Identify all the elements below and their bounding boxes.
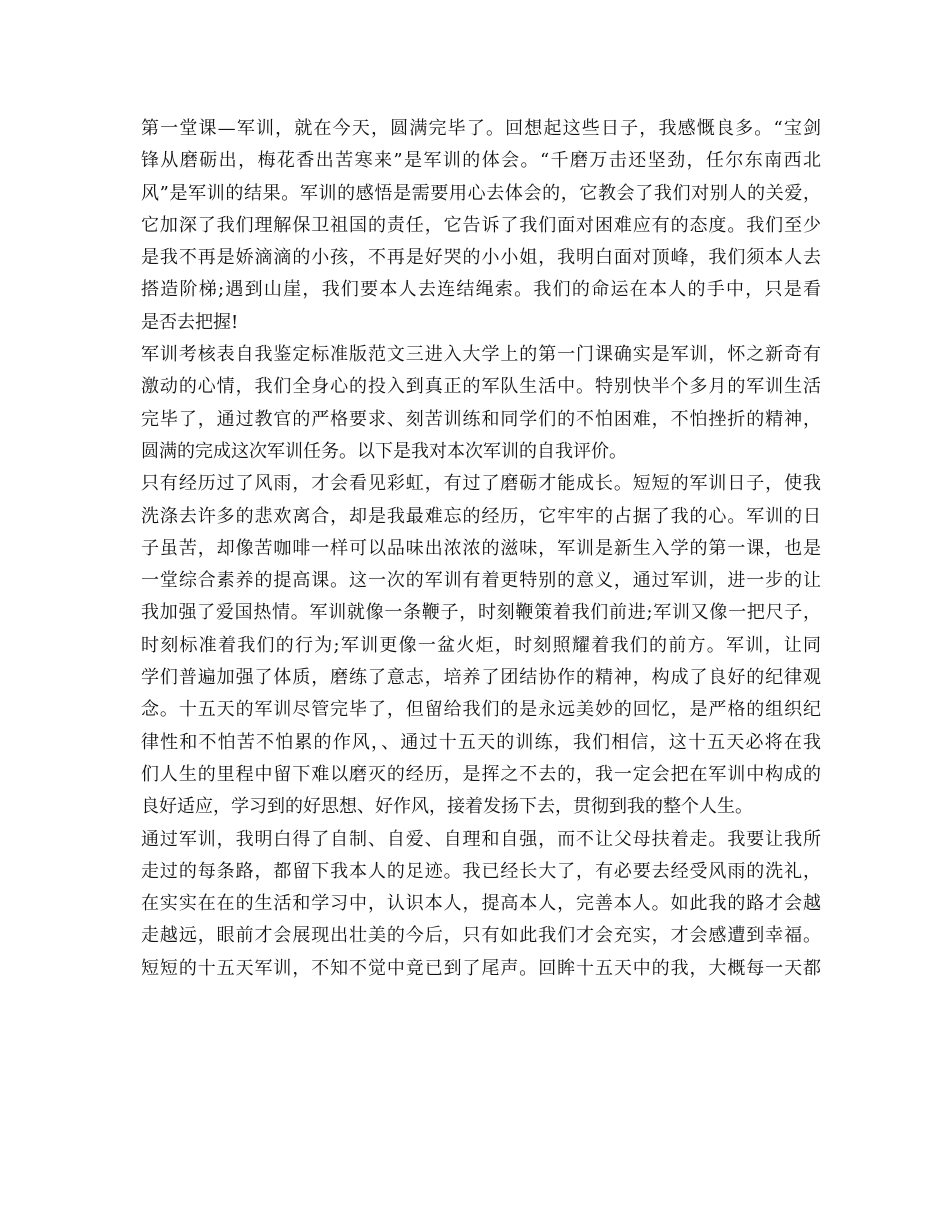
text-line: 圆满的完成这次军训任务。以下是我对本次军训的自我评价。 [141,440,627,462]
text-line: 短短的十五天军训，不知不觉中竟已到了尾声。回眸十五天中的我，大概每一天都 [141,957,821,979]
text-line: 时刻标准着我们的行为;军训更像一盆火炬，时刻照耀着我们的前方。军训，让同 [141,634,821,656]
text-line: 我加强了爱国热情。军训就像一条鞭子，时刻鞭策着我们前进;军训又像一把尺子， [141,602,821,624]
text-line: 洗涤去许多的悲欢离合，却是我最难忘的经历，它牢牢的占据了我的心。军训的日 [141,505,821,527]
text-line: 锋从磨砺出，梅花香出苦寒来”是军训的体会。“千磨万击还坚劲，任尔东南西北 [141,150,821,172]
text-line: 激动的心情，我们全身心的投入到真正的军队生活中。特别快半个多月的军训生活 [141,376,821,398]
text-line: 子虽苦，却像苦咖啡一样可以品味出浓浓的滋味，军训是新生入学的第一课，也是 [141,537,821,559]
text-line: 第一堂课—军训，就在今天，圆满完毕了。回想起这些日子，我感慨良多。“宝剑 [141,118,821,139]
text-line: 风”是军训的结果。军训的感悟是需要用心去体会的，它教会了我们对别人的关爱， [141,182,821,204]
text-line: 良好适应，学习到的好思想、好作风，接着发扬下去，贯彻到我的整个人生。 [141,796,753,818]
text-line: 一堂综合素养的提高课。这一次的军训有着更特别的意义，通过军训，进一步的让 [141,570,821,592]
paragraph-rainbow-after-rain [141,468,821,823]
text-line: 念。十五天的军训尽管完毕了，但留给我们的是永远美妙的回忆，是严格的组织纪 [141,699,821,721]
text-line: 在实实在在的生活和学习中，认识本人，提高本人，完善本人。如此我的路才会越 [141,893,821,915]
text-line: 是否去把握! [141,311,239,333]
text-line: 只有经历过了风雨，才会看见彩虹，有过了磨砺才能成长。短短的军训日子，使我 [141,473,821,495]
paragraph-military-training-reflection [141,113,821,339]
text-line: 通过军训，我明白得了自制、自爱、自理和自强，而不让父母扶着走。我要让我所 [141,828,821,850]
text-line: 们人生的里程中留下难以磨灭的经历，是挥之不去的，我一定会把在军训中构成的 [141,763,821,785]
text-line: 它加深了我们理解保卫祖国的责任，它告诉了我们面对困难应有的态度。我们至少 [141,214,821,236]
paragraph-self-evaluation-intro [141,339,821,468]
document-body [141,113,821,985]
text-line: 律性和不怕苦不怕累的作风，、通过十五天的训练，我们相信，这十五天必将在我 [141,731,821,753]
text-line: 走越远，眼前才会展现出壮美的今后，只有如此我们才会充实，才会感遭到幸福。 [141,925,821,947]
paragraph-self-discipline [141,824,821,985]
text-line: 学们普遍加强了体质，磨练了意志，培养了团结协作的精神，构成了良好的纪律观 [141,667,821,689]
text-line: 军训考核表自我鉴定标准版范文三进入大学上的第一门课确实是军训，怀之新奇有 [141,344,821,366]
text-line: 完毕了，通过教官的严格要求、刻苦训练和同学们的不怕困难，不怕挫折的精神， [141,408,821,430]
text-line: 是我不再是娇滴滴的小孩，不再是好哭的小小姐，我明白面对顶峰，我们须本人去 [141,247,821,269]
text-line: 搭造阶梯;遇到山崖，我们要本人去连结绳索。我们的命运在本人的手中，只是看 [141,279,821,301]
text-line: 走过的每条路，都留下我本人的足迹。我已经长大了，有必要去经受风雨的洗礼， [141,860,821,882]
